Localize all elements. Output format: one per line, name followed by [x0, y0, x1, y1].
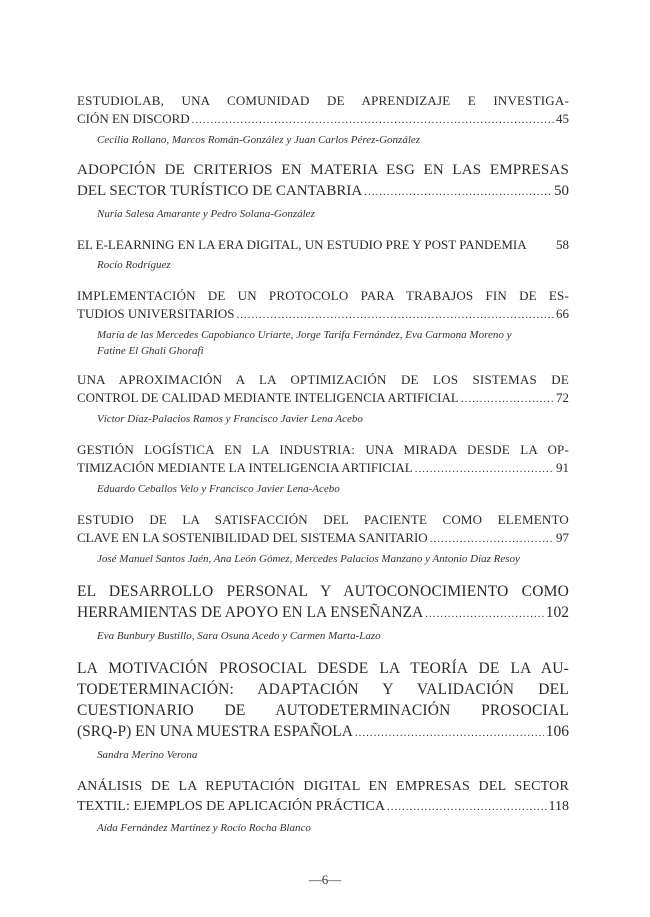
entry-title-end: DEL SECTOR TURÍSTICO DE CANTABRIA: [77, 183, 363, 199]
entry-title-line: ESTUDIOLAB, UNA COMUNIDAD DE APRENDIZAJE E INVESTIGA-: [77, 93, 569, 108]
toc-entry: [77, 777, 569, 836]
toc-entry: [77, 658, 569, 763]
entry-title-end: CONTROL DE CALIDAD MEDIANTE INTELIGENCIA ARTIFICIAL: [77, 390, 459, 405]
entry-authors: [97, 481, 569, 497]
page-number: 66: [556, 306, 569, 321]
entry-title-line: GESTIÓN LOGÍSTICA EN LA INDUSTRIA: UNA MIRADA DESDE LA OP-: [77, 442, 569, 457]
authors-line: Cecilia Rollano, Marcos Román-González y Juan Carlos Pérez-González: [97, 134, 421, 146]
entry-title-line: LA MOTIVACIÓN PROSOCIAL DESDE LA TEORÍA DE LA AU-: [77, 660, 569, 677]
entry-title-end: TEXTIL: EJEMPLOS DE APLICACIÓN PRÁCTICA: [77, 799, 386, 814]
toc-entry: [77, 371, 569, 427]
entry-authors: [97, 257, 569, 273]
authors-line: Fatine El Ghali Ghorafi: [97, 345, 204, 357]
dot-leader: [415, 460, 554, 478]
entry-last-line: [77, 459, 569, 478]
entry-title-line: UNA APROXIMACIÓN A LA OPTIMIZACIÓN DE LOS SISTEMAS DE: [77, 372, 569, 387]
authors-line: Eva Bunbury Bustillo, Sara Osuna Acedo y Carmen Marta-Lazo: [97, 630, 381, 642]
entry-title-end: TIMIZACIÓN MEDIANTE LA INTELIGENCIA ARTIFICIAL: [77, 460, 413, 475]
page-number: 102: [545, 604, 569, 621]
entry-last-line: [77, 181, 569, 203]
page-footer-number: —6—: [308, 872, 342, 887]
entry-title-end: EL E-LEARNING EN LA ERA DIGITAL, UN ESTUDIO PRE Y POST PANDEMIA: [77, 237, 527, 252]
toc-entry: [77, 287, 569, 359]
page-number: 72: [556, 390, 569, 405]
entry-title-end: HERRAMIENTAS DE APOYO EN LA ENSEÑANZA: [77, 604, 424, 621]
entry-authors: [97, 327, 569, 359]
entry-authors: [97, 628, 569, 644]
entry-authors: [97, 132, 569, 148]
entry-last-line: [77, 305, 569, 324]
dot-leader: [425, 604, 544, 625]
entry-last-line: [77, 721, 569, 744]
toc-entry: [77, 441, 569, 497]
entry-title-line: ADOPCIÓN DE CRITERIOS EN MATERIA ESG EN LAS EMPRESAS: [77, 162, 569, 178]
table-of-contents: [77, 92, 569, 836]
entry-title-line: CUESTIONARIO DE AUTODETERMINACIÓN PROSOCIAL: [77, 702, 569, 719]
authors-line: Aída Fernández Martínez y Rocío Rocha Blanco: [97, 822, 311, 834]
entry-authors: [97, 747, 569, 763]
dot-leader: [430, 530, 554, 548]
page-number: 106: [545, 723, 569, 740]
authors-line: Víctor Díaz-Palacios Ramos y Francisco Javier Lena Acebo: [97, 413, 363, 425]
page-number: 97: [556, 530, 569, 545]
toc-entry: [77, 160, 569, 222]
page-number: 50: [554, 183, 569, 199]
authors-line: María de las Mercedes Capobianco Uriarte, Jorge Tarifa Fernández, Eva Carmona Moreno y: [97, 329, 512, 341]
authors-line: José Manuel Santos Jaén, Ana León Gómez, Mercedes Palacios Manzano y Antonio Díaz Resoy: [97, 553, 520, 565]
dot-leader: [461, 390, 554, 408]
dot-leader: [387, 797, 547, 817]
entry-title-end: (SRQ-P) EN UNA MUESTRA ESPAÑOLA: [77, 723, 353, 740]
authors-line: Sandra Merino Verona: [97, 749, 198, 761]
entry-title-end: TUDIOS UNIVERSITARIOS: [77, 306, 235, 321]
dot-leader: [192, 111, 554, 129]
entry-title-line: TODETERMINACIÓN: ADAPTACIÓN Y VALIDACIÓN DEL: [77, 681, 569, 698]
page-number: 58: [556, 237, 569, 252]
dot-leader: [237, 306, 555, 324]
toc-entry: [77, 511, 569, 567]
page-number: 45: [556, 111, 569, 126]
entry-title-line: ESTUDIO DE LA SATISFACCIÓN DEL PACIENTE COMO ELEMENTO: [77, 512, 569, 527]
dot-leader: [355, 723, 544, 744]
entry-last-line: [77, 389, 569, 408]
entry-authors: [97, 206, 569, 222]
entry-authors: [97, 551, 569, 567]
entry-title-end: CIÓN EN DISCORD: [77, 111, 190, 126]
entry-title-line: ANÁLISIS DE LA REPUTACIÓN DIGITAL EN EMPRESAS DEL SECTOR: [77, 779, 569, 794]
entry-last-line: [77, 797, 569, 817]
entry-last-line: [77, 602, 569, 625]
authors-line: Eduardo Ceballos Velo y Francisco Javier Lena-Acebo: [97, 483, 340, 495]
entry-authors: [97, 411, 569, 427]
toc-entry: [77, 581, 569, 644]
entry-last-line: [77, 529, 569, 548]
page-number: 91: [556, 460, 569, 475]
page-number: 118: [548, 799, 569, 814]
entry-last-line: [77, 236, 569, 254]
entry-title-line: IMPLEMENTACIÓN DE UN PROTOCOLO PARA TRABAJOS FIN DE ES-: [77, 288, 569, 303]
toc-entry: [77, 92, 569, 148]
dot-leader: [364, 182, 552, 203]
authors-line: Rocío Rodríguez: [97, 259, 171, 271]
entry-title-end: CLAVE EN LA SOSTENIBILIDAD DEL SISTEMA SANITARIO: [77, 530, 428, 545]
entry-authors: [97, 820, 569, 836]
entry-title-line: EL DESARROLLO PERSONAL Y AUTOCONOCIMIENTO COMO: [77, 583, 569, 600]
entry-last-line: [77, 110, 569, 129]
authors-line: Nuria Salesa Amarante y Pedro Solana-González: [97, 208, 315, 220]
toc-entry: [77, 236, 569, 273]
